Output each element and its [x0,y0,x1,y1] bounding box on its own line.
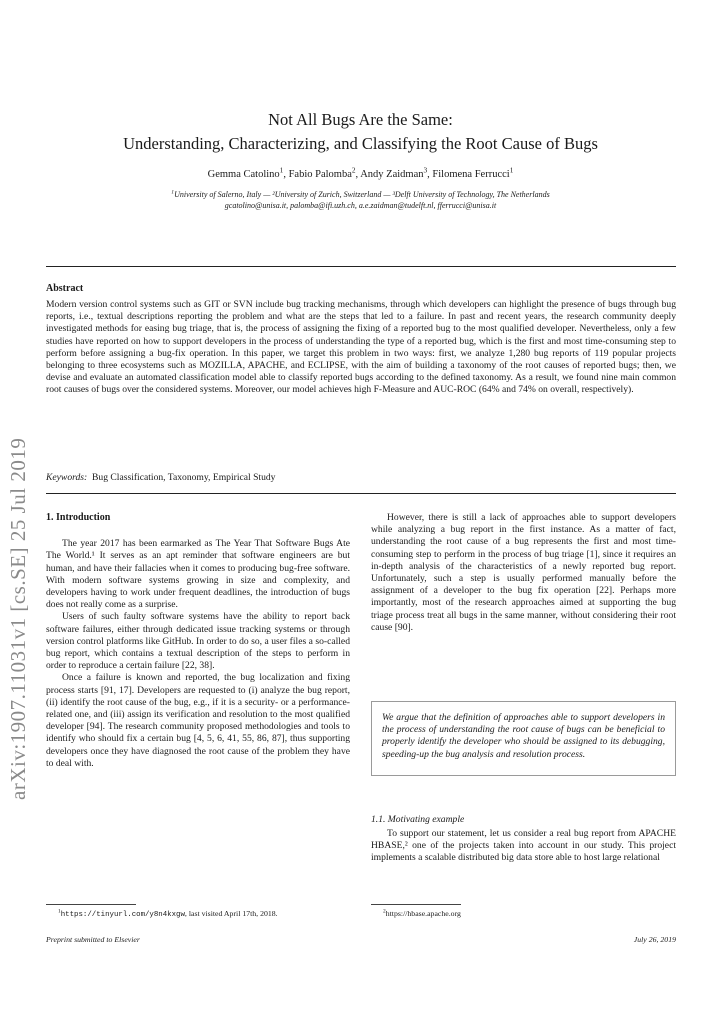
section-heading-introduction: 1. Introduction [46,512,111,523]
author-affil-mark: 2 [351,165,356,175]
affil-mark: 1 [171,189,175,196]
footnote-url[interactable]: https://tinyurl.com/y8n4kxgw [60,911,185,919]
motivating-example-text [371,828,676,865]
left-column [46,512,350,770]
affiliations [0,189,721,211]
footnote-rule-right [371,904,461,905]
keywords-label: Keywords: [46,472,88,483]
title-line-2: Understanding, Characterizing, and Classifying the Root Cause of Bugs [123,134,598,153]
author-affil-mark: 1 [279,165,284,175]
keywords-list: Bug Classification, Taxonomy, Empirical Study [92,472,276,483]
author-affil-mark: 3 [423,165,428,175]
footnote-mark: 1 [58,908,61,915]
footnote-2 [383,909,461,918]
abstract-text: Modern version control systems such as GIT or SVN include bug tracking mechanisms, through which developers can highlight the presence of bugs through bug reports, i.e., textual descriptions reporting the problem and what are the steps that led to a failure. In past and recent years, the research community deeply investigated methods for easing bug triage, that is, the process of assigning the fixing of a reported bug to the most qualified developer. Nevertheless, only a few studies have reported on how to support developers in the process of understanding the type of a reported bug, which is the first and most time-consuming step to perform before assigning a bug-fix operation. In this paper, we target this problem in two ways: first, we analyze 1,280 bug reports of 119 popular projects belonging to three ecosystems such as MOZILLA, APACHE, and ECLIPSE, with the aim of building a taxonomy of the root causes of reported bugs; then, we devise and evaluate an automated classification model able to classify reported bugs according to the defined taxonomy. As a result, we found nine main common root causes of bugs over the considered systems. Moreover, our model achieves high F-Measure and AUC-ROC (64% and 74% on overall, respectively). [46,299,676,396]
subsection-heading-motivating-example: 1.1. Motivating example [371,814,465,825]
author-name: Fabio Palomba [288,169,352,180]
author-emails: gcatolino@unisa.it, palomba@ifi.uzh.ch, a.e.zaidman@tudelft.nl, fferrucci@unisa.it [224,201,497,210]
author-name: Gemma Catolino [207,169,280,180]
preprint-notice: Preprint submitted to Elsevier [46,935,140,944]
footnote-1 [58,909,278,919]
top-rule [46,266,676,267]
author-name: Andy Zaidman [360,169,424,180]
author-affil-mark: 1 [509,165,514,175]
intro-paragraph: Users of such faulty software systems have the ability to report back software failures, either through dedicated issue tracking systems or through version control platforms like GitHub. In order to do so, a user files a so-called bug report, which contains a textual description of the steps to perform in order to reproduce a certain failure [22, 38]. [46,611,350,672]
abstract-bottom-rule [46,493,676,494]
title-line-1: Not All Bugs Are the Same: [268,110,453,129]
footnote-url[interactable]: https://hbase.apache.org [385,909,461,918]
abstract-heading: Abstract [46,283,84,294]
highlight-box: We argue that the definition of approaches able to support developers in the process of understanding the root cause of bugs can be beneficial to properly identify the developer who should be assigned to its debugging, speeding-up the bug analysis and resolution process. [371,701,676,776]
preprint-date: July 26, 2019 [633,935,676,944]
right-column [371,512,676,634]
intro-paragraph: Once a failure is known and reported, the bug localization and fixing process starts [91, 17]. Developers are requested to (i) analyze the bug report, (ii) identify the root cause of the bug, e.g., if it is a security- or a performance-related one, and (iii) assign its verification and resolution to the most qualified developer [94]. The research community proposed methodologies and tools to identify who should fix a certain bug [4, 5, 6, 41, 55, 86, 87], thus supporting developers once they have diagnosed the root cause of the problem they have to deal with. [46,672,350,769]
footnote-mark: 2 [383,908,386,915]
footnote-rule-left [46,904,136,905]
author-name: Filomena Ferrucci [432,169,510,180]
paper-title [0,108,721,156]
keywords [46,472,275,483]
arxiv-stamp: arXiv:1907.11031v1 [cs.SE] 25 Jul 2019 [6,437,30,800]
affiliation-line: University of Salerno, Italy — ²University of Zurich, Switzerland — ³Delft University of Technology, The Netherlands [174,190,550,199]
right-paragraph: However, there is still a lack of approaches able to support developers while analyzing a bug report in the first instance. As a matter of fact, understanding the root cause of a bug represents the first and most time-consuming step to perform in the process of bug triage [1], since it requires an in-depth analysis of the characteristics of a newly reported bug report. Unfortunately, such a step is usually performed manually before the assignment of a developer to the bug fix operation [22]. Perhaps more importantly, most of the research approaches aimed at supporting the bug triage process treat all bugs in the same manner, without considering their root cause [90]. [371,512,676,633]
intro-paragraph: The year 2017 has been earmarked as The Year That Software Bugs Ate The World.¹ It serves as an apt reminder that software engineers are but human, and have their fallacies when it comes to producing bug-free software. With modern software systems growing in size and complexity, and developers having to work under frequent deadlines, the introduction of bugs does not really come as a surprise. [46,538,350,611]
author-list: Gemma Catolino$^1$, Fabio Palomba$^2$, Andy Zaidman$^3$, Filomena Ferrucci$^1$ [207,165,514,180]
motivating-paragraph: To support our statement, let us consider a real bug report from APACHE HBASE,² one of the projects taken into account in our study. This project implements a scalable distributed big data store able to host large relational [371,828,676,864]
footnote-text: , last visited April 17th, 2018. [184,909,278,918]
